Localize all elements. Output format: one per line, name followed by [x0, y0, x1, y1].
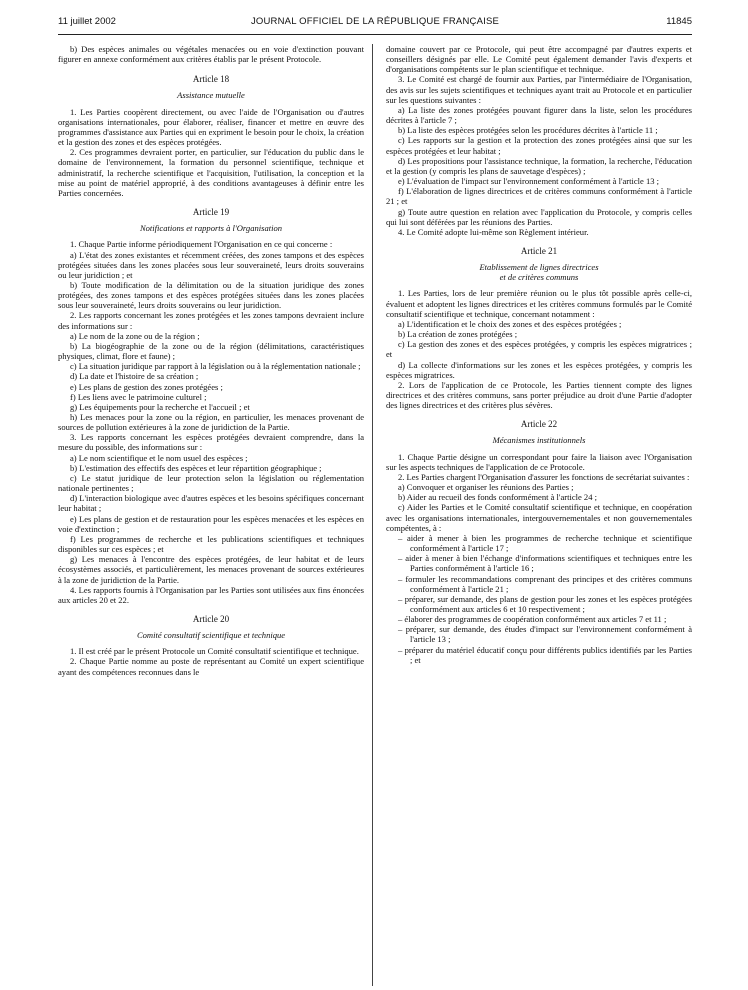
page-number: 11845	[666, 16, 692, 27]
list-item: b) L'estimation des effectifs des espèces et leur répartition géographique ;	[70, 462, 322, 473]
article-18-title: Article 18	[192, 74, 230, 85]
list-item: a) Le nom scientifique et le nom usuel des espèces ;	[70, 452, 248, 463]
list-item: c) Aider les Parties et le Comité consultatif scientifique et technique, en coopération avec les organisations internationales, intergouvernementales et non gouvernementales compétentes, à :	[386, 502, 692, 533]
article-22-subtitle: Mécanismes institutionnels	[492, 435, 586, 446]
paragraph: 3. Le Comité est chargé de fournir aux Parties, par l'intermédiaire de l'Organisation, des avis sur les sujets scientifiques et techniques ayant trait au Protocole et en particulier sur les questions suivantes :	[386, 74, 692, 105]
article-18-subtitle: Assistance mutuelle	[177, 90, 245, 101]
paragraph: 4. Les rapports fournis à l'Organisation par les Parties sont utilisées aux fins énoncées aux articles 20 et 22.	[58, 584, 364, 605]
page-header	[58, 16, 692, 32]
paragraph: 2. Les Parties chargent l'Organisation d'assurer les fonctions de secrétariat suivantes :	[398, 471, 690, 482]
list-item: d) Les propositions pour l'assistance technique, la formation, la recherche, l'éducation et la gestion (y compris les plans de sauvetage d'espèces) ;	[386, 155, 692, 176]
list-item: a) Le nom de la zone ou de la région ;	[70, 330, 200, 341]
paragraph: 2. Les rapports concernant les zones protégées et les zones tampons devraient inclure des informations sur :	[58, 310, 364, 331]
paragraph: 1. Les Parties coopèrent directement, ou avec l'aide de l'Organisation ou d'autres organisations internationales, pour élaborer, réaliser, financer et mettre en œuvre des programmes d'assistance aux Parties qui en expriment le besoin pour le choix, la création et la gestion des zones et des espèces protégées.	[58, 106, 364, 148]
list-item: c) La situation juridique par rapport à la législation ou à la réglementation nationale ;	[70, 361, 361, 372]
list-item: g) Toute autre question en relation avec l'application du Protocole, y compris celles qui lui sont déférées par les réunions des Parties.	[386, 206, 692, 227]
list-item: b) La création de zones protégées ;	[398, 329, 518, 340]
article-19-subtitle: Notifications et rapports à l'Organisation	[139, 223, 283, 234]
list-item: d) La date et l'histoire de sa création ;	[70, 371, 199, 382]
list-item: h) Les menaces pour la zone ou la région, en particulier, les menaces provenant de sources de pollution extérieures à la zone de juridiction de la Partie.	[58, 412, 364, 433]
list-item: c) La gestion des zones et des espèces protégées, y compris les espèces migratrices ; et	[386, 339, 692, 360]
paragraph: 2. Ces programmes devraient porter, en particulier, sur l'éducation du public dans le domaine de l'environnement, la formation du personnel scientifique, technique et administratif, la recherche scientifique et l'acquisition, l'utilisation, la conception et la mise au point de matériel approprié, à des conditions avantageuses à définir entre les Parties concernées.	[58, 147, 364, 198]
dash-item: – préparer du matériel éducatif conçu pour différents publics identifiés par les Parties ; et	[398, 644, 692, 665]
left-column	[58, 44, 364, 677]
list-item: g) Les équipements pour la recherche et l'accueil ; et	[70, 401, 250, 412]
list-item: d) La collecte d'informations sur les zones et les espèces protégées, y compris les espèces migratrices.	[386, 359, 692, 380]
right-column	[386, 44, 692, 665]
list-item: g) Les menaces à l'encontre des espèces protégées, de leur habitat et de leurs écosystèmes associés, et particulièrement, les menaces provenant de sources extérieures à la zone de juridiction de la Partie.	[58, 554, 364, 585]
column-divider	[372, 44, 373, 986]
paragraph: b) Des espèces animales ou végétales menacées ou en voie d'extinction pouvant figurer en annexe conformément aux critères établis par le présent Protocole.	[58, 44, 364, 65]
paragraph: 3. Les rapports concernant les espèces protégées devraient comprendre, dans la mesure du possible, des informations sur :	[58, 432, 364, 453]
article-20-title: Article 20	[192, 613, 230, 624]
list-item: f) Les programmes de recherche et les publications scientifiques et techniques disponibles sur ces espèces ; et	[58, 533, 364, 555]
list-item: e) L'évaluation de l'impact sur l'environnement conformément à l'article 13 ;	[398, 176, 660, 187]
article-19-title: Article 19	[192, 207, 230, 218]
list-item: d) L'interaction biologique avec d'autres espèces et les besoins spécifiques concernant leur habitat ;	[58, 493, 364, 514]
dash-item: – élaborer des programmes de coopération conformément aux articles 7 et 11 ;	[398, 614, 667, 625]
article-21-subtitle-line2: et de critères communs	[499, 272, 579, 283]
list-item: b) La biogéographie de la zone ou de la région (délimitations, caractéristiques physiques, climat, flore et faune) ;	[58, 340, 364, 362]
dash-item: – aider à mener à bien l'échange d'informations scientifiques et techniques entre les Parties conformément à l'article 16 ;	[398, 553, 692, 574]
list-item: a) L'état des zones existantes et récemment créées, des zones tampons et des espèces protégées situées dans les zones placées sous leur souveraineté, leurs droits souverains ou leur juridiction ; et	[58, 249, 364, 280]
header-rule	[58, 34, 692, 35]
paragraph: 1. Chaque Partie informe périodiquement l'Organisation en ce qui concerne :	[70, 239, 333, 250]
article-21-title: Article 21	[520, 245, 558, 256]
list-item: f) L'élaboration de lignes directrices et de critères communs conformément à l'article 21 ; et	[386, 186, 692, 207]
article-20-subtitle: Comité consultatif scientifique et technique	[136, 630, 286, 641]
paragraph: 1. Chaque Partie désigne un correspondant pour faire la liaison avec l'Organisation sur les aspects techniques de l'application de ce Protocole.	[386, 451, 692, 472]
article-22-title: Article 22	[520, 419, 558, 430]
article-21-subtitle-line1: Etablissement de lignes directrices	[479, 262, 599, 273]
list-item: b) Toute modification de la délimitation ou de la situation juridique des zones protégées, des zones tampons et des espèces protégées situées dans les zones placées sous leur souveraineté, leurs droits souverains ou leur juridiction.	[58, 279, 364, 311]
list-item: f) Les liens avec le patrimoine culturel ;	[70, 391, 207, 402]
list-item: a) La liste des zones protégées pouvant figurer dans la liste, selon les procédures décrites à l'article 7 ;	[386, 104, 692, 126]
list-item: e) Les plans de gestion des zones protégées ;	[70, 381, 223, 392]
dash-item: – préparer, sur demande, des plans de gestion pour les zones et les espèces protégées conformément aux articles 6 et 10 respectivement ;	[398, 593, 692, 614]
list-item: b) Aider au recueil des fonds conformément à l'article 24 ;	[398, 492, 597, 503]
paragraph: 2. Lors de l'application de ce Protocole, les Parties tiennent compte des lignes directrices et des critères communs, sans porter préjudice au droit d'une Partie d'adopter des lignes directrices et des critères plus sévères.	[386, 379, 692, 411]
paragraph: 1. Il est créé par le présent Protocole un Comité consultatif scientifique et technique.	[70, 646, 359, 657]
list-item: a) Convoquer et organiser les réunions des Parties ;	[398, 482, 574, 493]
paragraph: 2. Chaque Partie nomme au poste de représentant au Comité un expert scientifique ayant des compétences reconnues dans le	[58, 656, 364, 677]
dash-item: – aider à mener à bien les programmes de recherche technique et scientifique conformément à l'article 17 ;	[398, 532, 692, 554]
list-item: e) Les plans de gestion et de restauration pour les espèces menacées et les espèces en voie d'extinction ;	[58, 513, 364, 534]
list-item: a) L'identification et le choix des zones et des espèces protégées ;	[398, 318, 622, 329]
list-item: b) La liste des espèces protégées selon les procédures décrites à l'article 11 ;	[398, 125, 658, 136]
journal-title: JOURNAL OFFICIEL DE LA RÉPUBLIQUE FRANÇAISE	[250, 16, 500, 27]
dash-item: – préparer, sur demande, des études d'impact sur l'environnement conformément à l'article 13 ;	[398, 624, 692, 645]
list-item: c) Le statut juridique de leur protection selon la législation ou réglementation nationale pertinentes ;	[58, 472, 364, 494]
dash-item: – formuler les recommandations comprenant des principes et des critères communs conformément à l'article 21 ;	[398, 573, 692, 594]
issue-date: 11 juillet 2002	[58, 16, 116, 27]
paragraph: 1. Les Parties, lors de leur première réunion ou le plus tôt possible après celle-ci, évaluent et adoptent les lignes directrices et les critères communs formulés par le Comité consultatif scientifique et technique, concernant notamment :	[386, 288, 692, 319]
paragraph: 4. Le Comité adopte lui-même son Règlement intérieur.	[398, 226, 589, 237]
paragraph: domaine couvert par ce Protocole, qui peut être accompagné par d'autres experts et conseillers désignés par elle. Le Comité peut également demander l'avis d'experts et d'organisations compétents sur le plan scientifique et technique.	[386, 44, 692, 75]
list-item: c) Les rapports sur la gestion et la protection des zones protégées ainsi que sur les espèces protégées et leur habitat ;	[386, 135, 692, 156]
